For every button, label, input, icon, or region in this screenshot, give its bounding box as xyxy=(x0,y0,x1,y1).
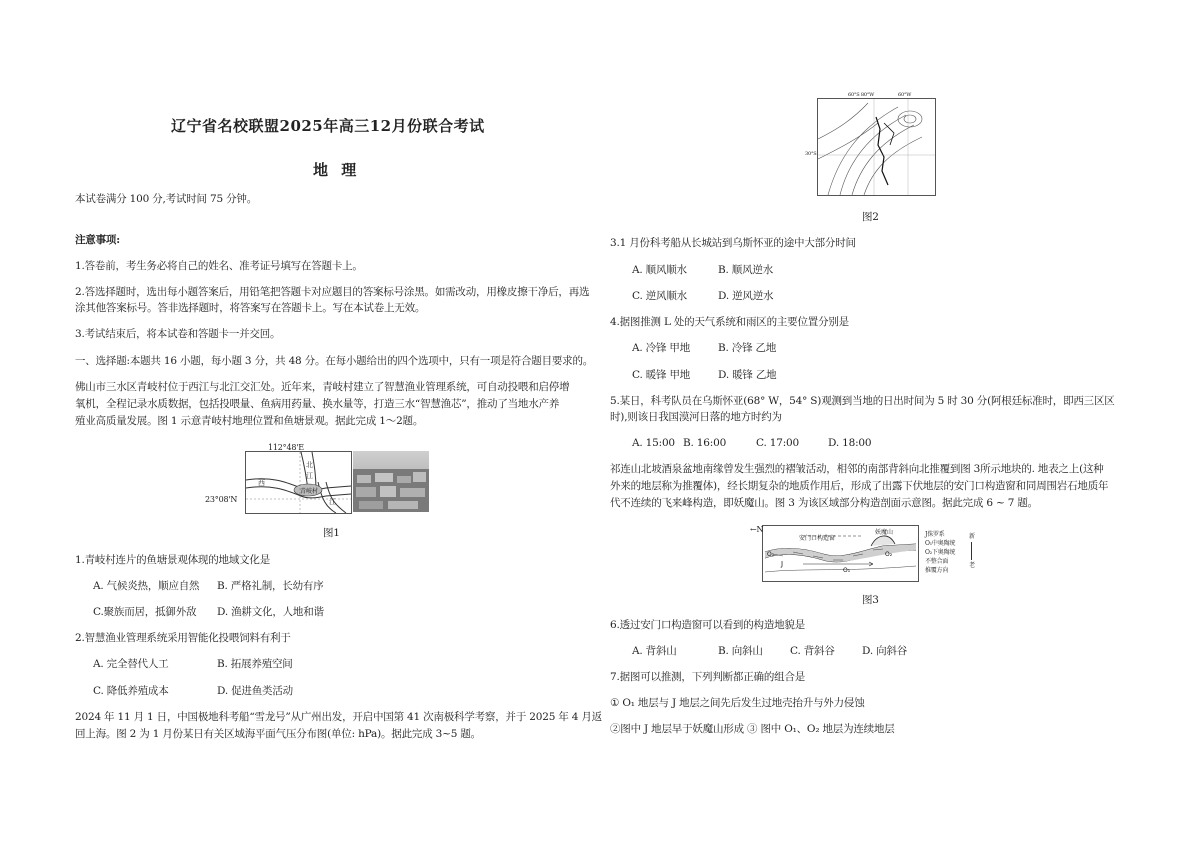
q5-stem-2: 时),则该日我国漠河日落的地方时约为 xyxy=(610,411,782,423)
fig3-legend-2: O₁中奥陶统 xyxy=(925,540,956,547)
fig3-legend-3: O₂下奥陶统 xyxy=(925,549,956,556)
fig3-north-arrow: ←N xyxy=(750,525,764,534)
q7-stem: 7.据图可以推测，下列判断都正确的组合是 xyxy=(610,671,806,683)
q3-option-b: B. 顺风逆水 xyxy=(718,264,773,276)
notes-heading: 注意事项: xyxy=(75,234,120,246)
fig1-latitude: 23°08'N xyxy=(205,495,238,504)
figure1-photo xyxy=(353,451,429,512)
fig2-longitude-1: 60°S 80°W xyxy=(848,92,875,98)
fig3-label-o1a: O₁ xyxy=(767,551,775,558)
q4-option-d: D. 暖锋 乙地 xyxy=(718,369,777,381)
q2-stem: 2.智慧渔业管理系统采用智能化投喂饲料有利于 xyxy=(75,632,291,644)
fig1-label-jiang1: 江 xyxy=(306,472,313,480)
q4-option-b: B. 冷锋 乙地 xyxy=(718,342,777,354)
q6-option-d: D. 向斜谷 xyxy=(862,645,908,657)
q7-statement-2: ②图中 J 地层早于妖魔山形成 ③ 图中 O₁、O₂ 地层为连续地层 xyxy=(610,723,895,735)
q5-option-d: D. 18:00 xyxy=(828,437,872,449)
passage1-line3: 殖业高质量发展。图 1 示意青岐村地理位置和鱼塘景观。据此完成 1～2题。 xyxy=(75,415,424,427)
q6-option-c: C. 背斜谷 xyxy=(790,645,835,657)
q3-stem: 3.1 月份科考船从长城站到乌斯怀亚的途中大部分时间 xyxy=(610,237,856,249)
q6-stem: 6.透过安门口构造窗可以看到的构造地貌是 xyxy=(610,619,806,631)
fig1-label-jiang2: 江 xyxy=(329,498,336,506)
notes-item-2a: 2.答选择题时，选出每小题答案后，用铅笔把答题卡对应题目的答案标号涂黑。如需改动，用橡皮擦干净后，再选 xyxy=(75,286,590,298)
q6-option-a: A. 背斜山 xyxy=(632,645,677,657)
fig3-legend-4: 不整合面 xyxy=(925,558,949,565)
fig3-legend-new: 新 xyxy=(969,533,975,540)
q5-option-a: A. 15:00 xyxy=(632,437,675,449)
passage3-line2: 外来的地层称为推覆体)，经长期复杂的地质作用后，形成了出露下伏地层的安门口构造窗和同周围岩石地质年 xyxy=(610,480,1109,492)
q1-option-c: C.聚族而居，抵御外敌 xyxy=(93,606,197,618)
figure3-svg xyxy=(763,526,918,581)
fig3-legend-old: 老 xyxy=(969,562,975,569)
q5-option-c: C. 17:00 xyxy=(756,437,799,449)
exam-title: 辽宁省名校联盟2025年高三12月份联合考试 xyxy=(171,117,485,135)
q5-option-b: B. 16:00 xyxy=(683,437,727,449)
fig3-legend-age-arrow xyxy=(971,542,972,560)
notes-item-2b: 涂其他答案标号。答非选择题时，将答案写在答题卡上。写在本试卷上无效。 xyxy=(75,302,426,314)
fig3-label-mountain: 妖魔山 xyxy=(875,529,894,536)
section1-intro: 一、选择题:本题共 16 小题，每小题 3 分，共 48 分。在每小题给出的四个选项中，只有一项是符合题目要求的。 xyxy=(75,355,594,367)
q3-option-a: A. 顺风顺水 xyxy=(632,264,687,276)
q1-option-b: B. 严格礼制，长幼有序 xyxy=(217,580,324,592)
passage3-line1: 祁连山北坡酒泉盆地南缘曾发生强烈的褶皱活动，相邻的南部背斜向北推覆到图 3所示地块的. 地表之上(这种 xyxy=(610,463,1104,475)
fig3-label-o1b: O₁ xyxy=(843,567,851,574)
fig3-north-label: N xyxy=(756,525,764,534)
fig2-caption: 图2 xyxy=(862,211,879,223)
q2-option-a: A. 完全替代人工 xyxy=(93,658,169,670)
fig1-caption: 图1 xyxy=(323,527,340,539)
fig3-caption: 图3 xyxy=(862,594,879,606)
q3-option-d: D. 逆风逆水 xyxy=(718,290,774,302)
fig3-legend-1: J侏罗系 xyxy=(925,531,945,538)
fig3-label-j: J xyxy=(781,560,784,568)
q6-option-b: B. 向斜山 xyxy=(718,645,763,657)
q7-statement-1: ① O₁ 地层与 J 地层之间先后发生过地壳抬升与外力侵蚀 xyxy=(610,697,865,709)
fig2-latitude: 30°S xyxy=(805,151,817,157)
q2-option-b: B. 拓展养殖空间 xyxy=(217,658,293,670)
fish-pond-photo xyxy=(353,451,429,512)
figure3-section xyxy=(762,525,919,582)
fig1-longitude: 112°48'E xyxy=(268,443,304,452)
q1-option-a: A. 气候炎热，顺应自然 xyxy=(93,580,200,592)
fig1-label-bei: 北 xyxy=(306,461,313,469)
fig2-longitude-2: 60°W xyxy=(898,92,912,98)
figure1-map xyxy=(245,451,352,514)
notes-item-3: 3.考试结束后，将本试卷和答题卡一并交回。 xyxy=(75,328,281,340)
fig1-label-village: 青岐村 xyxy=(300,488,319,495)
q3-option-c: C. 逆风顺水 xyxy=(632,290,687,302)
q4-stem: 4.据图推测 L 处的天气系统和雨区的主要位置分别是 xyxy=(610,316,849,328)
passage3-line3: 代不连续的飞来峰构造，即妖魔山。图 3 为该区域部分构造剖面示意图。据此完成 6 ~ 7 题。 xyxy=(610,497,1038,509)
q4-option-a: A. 冷锋 甲地 xyxy=(632,342,690,354)
figure2-svg xyxy=(818,99,935,195)
fig1-label-xi: 西 xyxy=(258,479,265,487)
exam-info: 本试卷满分 100 分,考试时间 75 分钟。 xyxy=(75,193,257,205)
fig3-legend-5: 推覆方向 xyxy=(925,567,949,574)
passage1-line1: 佛山市三水区青岐村位于西江与北江交汇处。近年来，青岐村建立了智慧渔业管理系统，可自动投喂和启停增 xyxy=(75,381,570,393)
notes-item-1: 1.答卷前，考生务必将自己的姓名、准考证号填写在答题卡上。 xyxy=(75,260,363,272)
fig3-label-o2: O₂ xyxy=(885,551,893,558)
passage2-line1: 2024 年 11 月 1 日，中国极地科考船“雪龙号”从广州出发，开启中国第 41 次南极科学考察，并于 2025 年 4 月返 xyxy=(75,711,602,723)
q2-option-d: D. 促进鱼类活动 xyxy=(217,685,293,697)
q2-option-c: C. 降低养殖成本 xyxy=(93,685,169,697)
fig3-label-window: 安门口构造窗 xyxy=(799,535,836,542)
passage1-line2: 氧机，全程记录水质数据，包括投喂量、鱼病用药量、换水量等，打造三水“智慧渔芯”，推动了当地水产养 xyxy=(75,398,560,410)
q4-option-c: C. 暖锋 甲地 xyxy=(632,369,691,381)
q1-stem: 1.青岐村连片的鱼塘景观体现的地域文化是 xyxy=(75,554,271,566)
passage2-line2: 回上海。图 2 为 1 月份某日有关区域海平面气压分布图(单位: hPa)。据此完成 3~5 题。 xyxy=(75,728,481,740)
subject-title: 地 理 xyxy=(313,161,361,179)
q1-option-d: D. 渔耕文化，人地和谐 xyxy=(217,606,324,618)
q5-stem-1: 5.某日，科考队员在乌斯怀亚(68° W，54° S)观测到当地的日出时间为 5 时 30 分(阿根廷标准时，即西三区区 xyxy=(610,395,1115,407)
figure2-pressure-map xyxy=(817,98,936,196)
figure1-map-svg xyxy=(246,452,351,513)
